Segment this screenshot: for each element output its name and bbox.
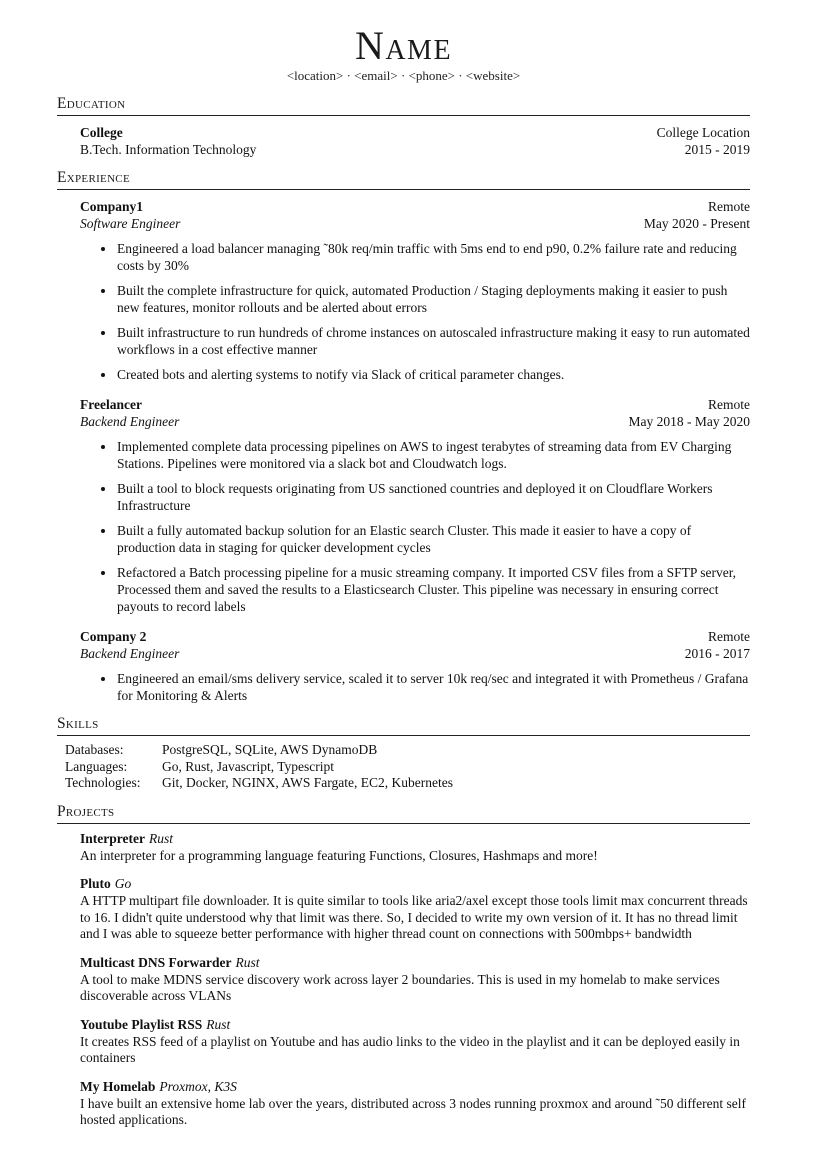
project-description: A HTTP multipart file downloader. It is quite similar to tools like aria2/axel except those tools limit max concurrent threads to 16. I didn't quite understood why that limit was there. So, I decided to write my own version of it. It has no thread limit and I was able to squeeze better performance with higher thread count on connections with 500mbps+ bandwidth [80, 893, 748, 941]
skill-value: Git, Docker, NGINX, AWS Fargate, EC2, Kubernetes [162, 775, 453, 790]
section-experience [57, 169, 750, 704]
project-name: Youtube Playlist RSS [80, 1016, 203, 1032]
project-description: I have built an extensive home lab over the years, distributed across 3 nodes running proxmox and around ˜50 different self hosted applications. [80, 1095, 746, 1127]
project-tech: Proxmox, K3S [159, 1078, 237, 1094]
job-dates: 2016 - 2017 [684, 646, 750, 661]
education-content [57, 116, 750, 158]
job-location: Remote [708, 629, 750, 644]
bullet-item: • Built infrastructure to run hundreds of chrome instances on autoscaled infrastructure making it easy to run automated workflows in a cost effective manner [116, 324, 750, 358]
bullet-list [80, 438, 750, 615]
skill-label: Technologies: [65, 775, 141, 790]
education-entry [80, 124, 750, 158]
projects-content [57, 830, 750, 1129]
education-location: College Location [656, 125, 750, 140]
project-entry [80, 954, 750, 1005]
project-name: My Homelab [80, 1078, 156, 1094]
bullet-item: • Built the complete infrastructure for quick, automated Production / Staging deployments making it easier to push new features, monitor rollouts and be alerted about errors [116, 282, 750, 316]
project-entry [80, 875, 750, 943]
job-role: Software Engineer [80, 216, 181, 231]
bullet-item: • Engineered a load balancer managing ˜80k req/min traffic with 5ms end to end p90, 0.2% failure rate and reducing costs by 30% [116, 240, 750, 274]
company-name: Company 2 [80, 629, 147, 644]
project-tech: Rust [148, 830, 173, 846]
skill-label: Languages: [65, 758, 128, 774]
skill-label: Databases: [65, 742, 124, 757]
project-tech: Rust [206, 1016, 231, 1032]
project-tech: Rust [235, 954, 260, 970]
project-description: An interpreter for a programming language featuring Functions, Closures, Hashmaps and more! [80, 847, 598, 863]
skill-value: PostgreSQL, SQLite, AWS DynamoDB [162, 742, 378, 757]
bullet-item: • Engineered an email/sms delivery service, scaled it to server 10k req/sec and integrated it with Prometheus / Grafana for Monitoring & Alerts [116, 670, 750, 704]
education-school: College [80, 125, 123, 140]
bullet-item: • Refactored a Batch processing pipeline for a music streaming company. It imported CSV files from a SFTP server, Processed them and saved the results to a Elasticsearch Cluster. This pipeline was necessary in ensuring correct payouts to record labels [116, 564, 750, 615]
bullet-item: • Implemented complete data processing pipelines on AWS to ingest terabytes of streaming data from EV Charging Stations. Pipelines were monitored via a slack bot and Cloudwatch logs. [116, 438, 750, 472]
job-entry [80, 628, 750, 704]
company-name: Company1 [80, 199, 144, 214]
project-entry [80, 1016, 750, 1067]
project-tech: Go [114, 876, 132, 891]
project-name: Interpreter [80, 830, 145, 846]
bullet-list [80, 670, 750, 704]
job-dates: May 2018 - May 2020 [628, 414, 750, 429]
job-entry [80, 396, 750, 615]
bullet-item: • Built a fully automated backup solution for an Elastic search Cluster. This made it easier to have a copy of production data in staging for quicker development cycles [116, 522, 750, 556]
section-skills [57, 715, 750, 792]
skill-row [65, 742, 750, 759]
education-dates: 2015 - 2019 [684, 142, 750, 157]
section-projects [57, 803, 750, 1129]
job-entry [80, 198, 750, 383]
project-name: Multicast DNS Forwarder [80, 954, 232, 970]
bullet-item: • Built a tool to block requests originating from US sanctioned countries and deployed it on Cloudflare Workers Infrastructure [116, 480, 750, 514]
skill-row [65, 759, 750, 776]
skills-table [57, 736, 750, 792]
project-entry [80, 830, 750, 865]
section-title-projects: Projects [57, 803, 750, 824]
job-dates: May 2020 - Present [643, 216, 750, 231]
section-title-education: Education [57, 95, 750, 116]
project-name: Pluto [80, 876, 111, 891]
job-location: Remote [708, 199, 750, 214]
skill-value: Go, Rust, Javascript, Typescript [162, 758, 335, 774]
job-role: Backend Engineer [80, 414, 180, 429]
section-title-experience: Experience [57, 169, 750, 190]
section-title-skills: Skills [57, 715, 750, 736]
company-name: Freelancer [80, 397, 142, 412]
project-description: A tool to make MDNS service discovery work across layer 2 boundaries. This is used in my homelab to make services discoverable across VLANs [80, 971, 720, 1003]
experience-content [57, 190, 750, 704]
education-degree: B.Tech. Information Technology [80, 142, 257, 157]
project-entry [80, 1078, 750, 1129]
job-location: Remote [708, 397, 750, 412]
project-description: It creates RSS feed of a playlist on Youtube and has audio links to the video in the playlist and it can be deployed easily in containers [80, 1033, 740, 1065]
bullet-item: • Created bots and alerting systems to notify via Slack of critical parameter changes. [116, 366, 750, 383]
doc-header [57, 23, 750, 84]
name-title: Name [354, 23, 453, 68]
bullet-list [80, 240, 750, 383]
skill-row [65, 775, 750, 792]
job-role: Backend Engineer [80, 646, 180, 661]
contact-line: <location> · <email> · <phone> · <website> [286, 68, 521, 83]
section-education [57, 95, 750, 158]
